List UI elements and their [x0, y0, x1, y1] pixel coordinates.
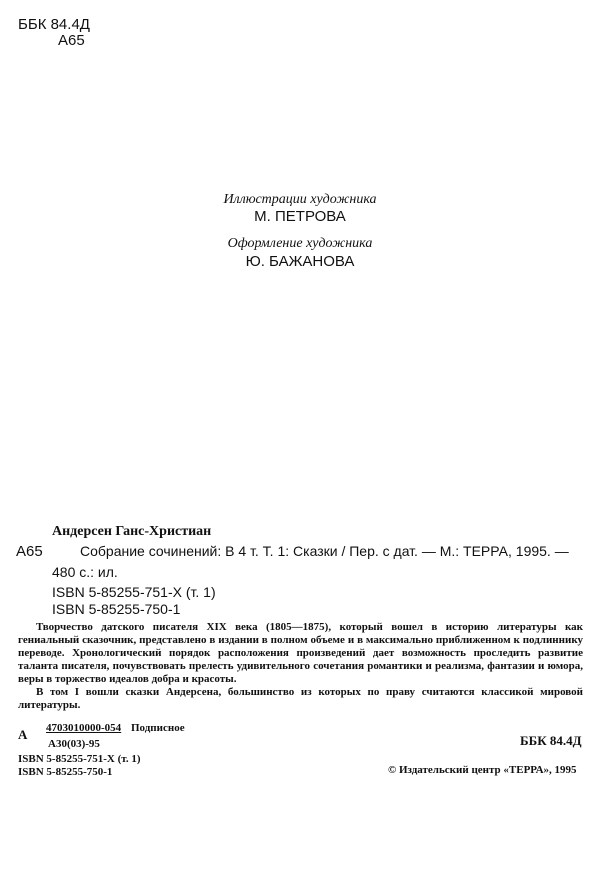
imprint-code: А30(03)-95 — [48, 738, 100, 750]
imprint-isbn-volume: ISBN 5-85255-751-X (т. 1) — [18, 753, 141, 765]
catalog-isbn-volume: ISBN 5-85255-751-X (т. 1) — [52, 584, 216, 600]
imprint-number: 4703010000-054 — [46, 722, 122, 734]
annotation-paragraph-2: В том I вошли сказки Андерсена, большинство из которых по праву считаются классикой мировой литературы. — [18, 686, 583, 711]
catalog-author: Андерсен Ганс-Христиан — [52, 524, 212, 539]
catalog-author-code: А65 — [16, 543, 43, 560]
imprint-subscription: Подписное — [131, 722, 185, 734]
imprint-isbn-set: ISBN 5-85255-750-1 — [18, 766, 113, 778]
catalog-isbn-set: ISBN 5-85255-750-1 — [52, 601, 181, 617]
bbk-code-bottom: ББК 84.4Д — [520, 733, 582, 748]
imprint-letter: А — [18, 727, 28, 742]
annotation-paragraph-1: Творчество датского писателя XIX века (1805—1875), который вошел в историю литературы как гениальный сказочник, представлено в издании в полном объеме и в максимально приближенном к подлиннику переводе. Хронологический порядок расположения произведений дает возможность проследить развитие таланта писателя, почувствовать прелесть удивительного сочетания романтики и реализма, фантазии и юмора, веры в торжество идеалов добра и красоты. — [18, 621, 583, 685]
author-code-top: А65 — [58, 32, 85, 49]
annotation — [18, 621, 583, 712]
catalog-description-line2: 480 с.: ил. — [52, 564, 118, 580]
bbk-code-top: ББК 84.4Д — [18, 16, 90, 33]
catalog-description-line1: Собрание сочинений: В 4 т. Т. 1: Сказки / Пер. с дат. — М.: ТЕРРА, 1995. — — [80, 543, 569, 559]
copyright-notice: © Издательский центр «ТЕРРА», 1995 — [388, 764, 577, 776]
design-label: Оформление художника — [227, 236, 373, 251]
illustrator-name: М. ПЕТРОВА — [254, 208, 346, 225]
designer-name: Ю. БАЖАНОВА — [245, 253, 355, 270]
illustrations-label: Иллюстрации художника — [223, 192, 377, 207]
